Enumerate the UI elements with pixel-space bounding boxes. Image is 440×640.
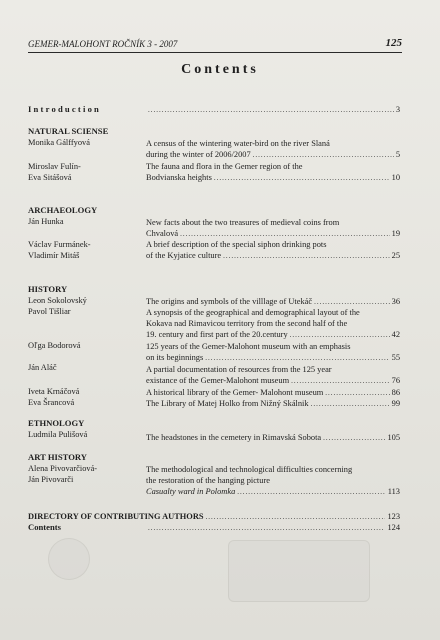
entry-page: 42 [391,330,400,340]
entry-title-line: 19. century and first part of the 20.century [146,330,288,340]
author-name: Monika Gálffyová [28,138,90,147]
running-header [28,36,402,53]
introduction-heading: Introduction [28,104,102,114]
toc-entry [146,217,400,240]
section-heading-natural: NATURAL SCIENSE [28,126,109,136]
entry-title-line: A synopsis of the geographical and demographical layout of the [146,308,360,317]
author-name: Eva Sitášová [28,173,72,182]
entry-title-line: on its beginnings [146,353,204,363]
entry-page: 76 [391,376,400,386]
entry-page: 25 [391,251,400,261]
entry-page: 86 [391,388,400,397]
section-heading-archaeology: ARCHAEOLOGY [28,205,98,215]
journal-title: GEMER-MALOHONT ROČNÍK 3 - 2007 [28,39,178,49]
author-name: Eva Šrancová [28,398,75,407]
entry-page: 99 [391,399,400,408]
entry-title-line: The headstones in the cemetery in Rimavská Sobota [146,433,322,442]
entry-page: 3 [395,105,400,114]
author-name: Leon Sokolovský [28,296,87,305]
directory-label: DIRECTORY OF CONTRIBUTING AUTHORS [28,512,204,521]
toc-entry [146,464,400,499]
entry-page: 124 [387,523,400,532]
entry-page: 36 [391,297,400,306]
contents-label: Contents [28,522,61,532]
background-stamp [228,540,370,602]
entry-title-line: existance of the Gemer-Malohont museum [146,376,290,386]
toc-entry [146,398,400,410]
section-heading-ethnology: ETHNOLOGY [28,418,85,428]
entry-page: 10 [391,173,400,183]
toc-entry [146,432,400,444]
author-name: Oľga Bodorová [28,341,81,350]
toc-entry [146,138,400,161]
section-heading-art-history: ART HISTORY [28,452,88,462]
entry-title-line: 125 years of the Gemer-Malohont museum with an emphasis [146,342,351,351]
entry-title-line: New facts about the two treasures of medieval coins from [146,218,340,227]
entry-title-line: A historical library of the Gemer- Malohont museum [146,388,324,397]
entry-title-line: of the Kyjatice culture [146,251,222,261]
entry-title-line: Chvalová [146,229,179,239]
author-name: Václav Furmánek- [28,240,91,249]
author-name: Iveta Krnáčová [28,387,80,396]
author-name: Ján Hunka [28,217,64,226]
entry-page: 19 [391,229,400,239]
entry-title-line: A brief description of the special siphon drinking pots [146,240,327,249]
page-number: 125 [385,37,402,49]
entry-title-line: Casualty ward in Polomka [146,487,236,497]
entry-title-line: A partial documentation of resources from the 125 year [146,365,332,374]
toc-entry [146,341,400,364]
toc-entry [146,161,400,184]
author-name: Pavol Tišliar [28,307,71,316]
entry-title-line: The fauna and flora in the Gemer region of the [146,162,303,171]
entry-page: 123 [387,512,400,521]
background-stamp [48,538,90,580]
page-title: Contents [181,62,259,77]
toc-entry [146,239,400,262]
toc-entry [146,364,400,387]
section-heading-history: HISTORY [28,284,68,294]
author-name: Vladimír Mitáš [28,251,80,260]
author-name: Ludmila Pulišová [28,430,88,439]
entry-title-line: Bodvianska heights [146,173,212,183]
toc-entry [146,307,400,342]
entry-page: 105 [387,433,400,442]
author-name: Alena Pivovarčiová- [28,464,98,473]
entry-title-line: A census of the wintering water-bird on the river Slaná [146,139,330,148]
toc-entry-contents [146,522,400,534]
author-name: Ján Pivovarči [28,475,74,484]
entry-title-line: during the winter of 2006/2007 [146,150,251,160]
entry-title-line: the restoration of the hanging picture [146,476,270,486]
author-name: Miroslav Fulín- [28,162,81,171]
entry-title-line: Kokava nad Rimavicou territory from the second half of the [146,319,348,329]
author-name: Ján Aláč [28,363,57,372]
entry-title-line: The methodological and technological difficulties concerning [146,465,353,474]
entry-page: 55 [391,353,400,363]
entry-title-line: The origins and symbols of the villlage of Utekáč [146,297,313,306]
toc-entry-introduction [146,104,400,116]
entry-page: 5 [395,150,400,160]
entry-page: 113 [387,487,400,497]
entry-title-line: The Library of Matej Holko from Nižný Skálnik [146,399,309,408]
